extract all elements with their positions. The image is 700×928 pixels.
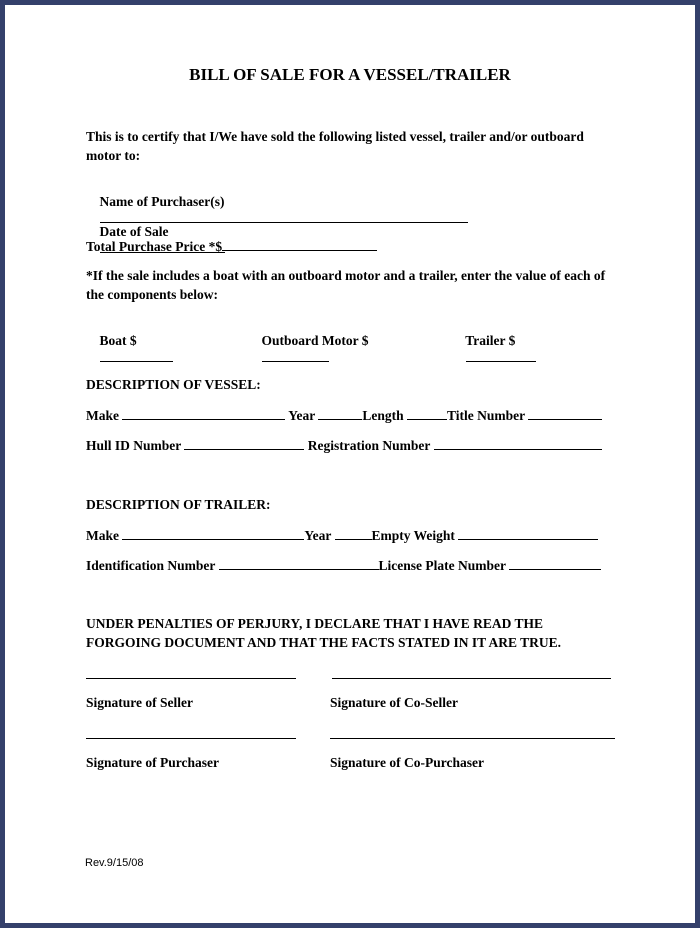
- vessel-length-field[interactable]: [407, 407, 447, 420]
- trailer-id-field[interactable]: [219, 557, 379, 570]
- declaration-line-2: FORGOING DOCUMENT AND THAT THE FACTS STATED IN IT ARE TRUE.: [86, 635, 561, 650]
- total-price-label: Total Purchase Price *$: [86, 239, 223, 254]
- vessel-make-field[interactable]: [122, 407, 285, 420]
- trailer-weight-label: Empty Weight: [371, 528, 455, 543]
- vessel-length-label: Length: [362, 408, 404, 423]
- seller-signature-label: Signature of Seller: [86, 695, 193, 710]
- co-seller-signature-line[interactable]: [332, 678, 611, 679]
- purchaser-signature-line[interactable]: [86, 738, 296, 739]
- motor-value-row: [248, 317, 369, 382]
- vessel-row-1: [86, 407, 602, 424]
- intro-line-1: This is to certify that I/We have sold the following listed vessel, trailer and/or outboard: [86, 129, 584, 144]
- declaration-line-1: UNDER PENALTIES OF PERJURY, I DECLARE THAT I HAVE READ THE: [86, 616, 544, 631]
- vessel-row-2: [86, 437, 602, 454]
- vessel-year-label: Year: [288, 408, 315, 423]
- total-price-field[interactable]: [222, 238, 377, 251]
- registration-label: Registration Number: [307, 438, 431, 453]
- total-price-row: [86, 238, 377, 255]
- purchaser-signature-label: Signature of Purchaser: [86, 755, 219, 770]
- boat-value-field[interactable]: [100, 349, 173, 362]
- vessel-title-number-label: Title Number: [447, 408, 525, 423]
- trailer-row-2: [86, 557, 601, 574]
- plate-label: License Plate Number: [378, 558, 506, 573]
- note-line-2: the components below:: [86, 287, 218, 302]
- trailer-id-label: Identification Number: [86, 558, 216, 573]
- trailer-heading: DESCRIPTION OF TRAILER:: [86, 497, 271, 512]
- co-purchaser-signature-line[interactable]: [330, 738, 615, 739]
- document-title: BILL OF SALE FOR A VESSEL/TRAILER: [189, 65, 511, 84]
- vessel-make-label: Make: [86, 408, 119, 423]
- purchaser-name-label: Name of Purchaser(s): [99, 194, 225, 209]
- trailer-row-1: [86, 527, 598, 544]
- trailer-make-label: Make: [86, 528, 119, 543]
- co-purchaser-signature-label: Signature of Co-Purchaser: [330, 755, 484, 770]
- document-page: [5, 5, 695, 923]
- vessel-year-field[interactable]: [318, 407, 362, 420]
- registration-field[interactable]: [434, 437, 602, 450]
- trailer-year-field[interactable]: [335, 527, 372, 540]
- intro-line-2: motor to:: [86, 148, 141, 163]
- motor-value-field[interactable]: [262, 349, 329, 362]
- trailer-value-label: Trailer $: [465, 333, 516, 348]
- plate-field[interactable]: [509, 557, 601, 570]
- revision-note: Rev.9/15/08: [85, 857, 144, 869]
- trailer-value-row: [452, 317, 536, 382]
- trailer-year-label: Year: [304, 528, 332, 543]
- note-line-1: *If the sale includes a boat with an outboard motor and a trailer, enter the value of each of: [86, 268, 606, 283]
- hull-id-label: Hull ID Number: [86, 438, 182, 453]
- vessel-heading: DESCRIPTION OF VESSEL:: [86, 377, 261, 392]
- vessel-title-number-field[interactable]: [528, 407, 602, 420]
- trailer-weight-field[interactable]: [458, 527, 598, 540]
- co-seller-signature-label: Signature of Co-Seller: [330, 695, 458, 710]
- trailer-value-field[interactable]: [466, 349, 536, 362]
- date-of-sale-label: Date of Sale: [99, 224, 169, 239]
- trailer-make-field[interactable]: [122, 527, 304, 540]
- seller-signature-line[interactable]: [86, 678, 296, 679]
- motor-value-label: Outboard Motor $: [261, 333, 369, 348]
- hull-id-field[interactable]: [184, 437, 304, 450]
- boat-value-row: [86, 317, 173, 382]
- boat-value-label: Boat $: [99, 333, 137, 348]
